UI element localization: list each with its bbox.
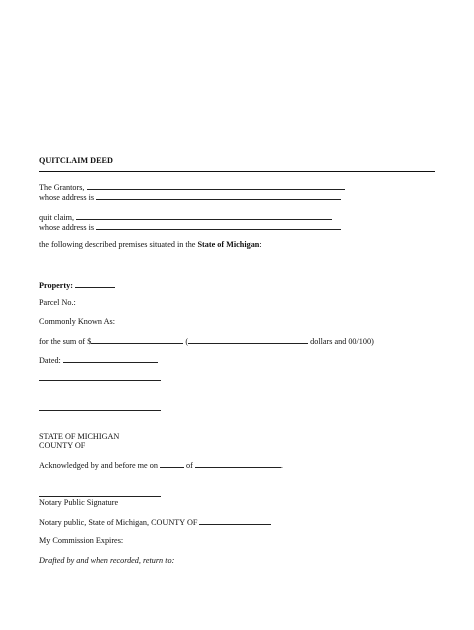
grantor-address-field[interactable] — [96, 192, 341, 200]
dated-label: Dated: — [39, 356, 61, 365]
notary-county-field[interactable] — [199, 517, 271, 525]
title-rule — [39, 171, 435, 172]
grantee-field[interactable] — [76, 212, 332, 220]
grantors-label: The Grantors, — [39, 183, 85, 192]
notary-county-row — [39, 517, 271, 528]
notary-signature-line[interactable] — [39, 496, 161, 497]
county-header: COUNTY OF — [39, 441, 86, 450]
acknowledged-date-field[interactable] — [160, 460, 184, 468]
commonly-known-label: Commonly Known As: — [39, 317, 115, 326]
state-name: State of Michigan — [197, 240, 260, 249]
dated-row — [39, 355, 158, 366]
acknowledged-name-field[interactable] — [195, 460, 281, 468]
grantor-address-label: whose address is — [39, 193, 95, 202]
property-row — [39, 280, 115, 291]
notary-county-label: Notary public, State of Michigan, COUNTY OF — [39, 518, 198, 527]
dated-field[interactable] — [63, 355, 158, 363]
property-field[interactable] — [75, 280, 115, 288]
quit-claim-label: quit claim, — [39, 213, 75, 222]
signature-line-2[interactable] — [39, 410, 161, 411]
acknowledged-of: of — [186, 461, 193, 470]
acknowledged-prefix: Acknowledged by and before me on — [39, 461, 158, 470]
parcel-label: Parcel No.: — [39, 298, 76, 307]
premises-text: the following described premises situated in the — [39, 240, 196, 249]
grantee-address-field[interactable] — [96, 222, 341, 230]
acknowledged-row — [39, 460, 283, 471]
sum-row — [39, 336, 374, 347]
sum-words-field[interactable] — [188, 336, 308, 344]
property-label: Property: — [39, 281, 73, 290]
drafted-label: Drafted by and when recorded, return to: — [39, 556, 175, 565]
premises-line — [39, 240, 262, 250]
grantee-address-label: whose address is — [39, 223, 95, 232]
notary-signature-label: Notary Public Signature — [39, 498, 119, 507]
commission-label: My Commission Expires: — [39, 536, 124, 545]
paren-open: ( — [185, 337, 189, 346]
state-header: STATE OF MICHIGAN — [39, 432, 120, 441]
acknowledged-end: . — [280, 461, 283, 470]
signature-line-1[interactable] — [39, 380, 161, 381]
grantor-address-row — [39, 192, 341, 203]
document-title: QUITCLAIM DEED — [39, 156, 113, 165]
grantors-field[interactable] — [87, 182, 345, 190]
sum-amount-field[interactable] — [91, 336, 183, 344]
sum-label: for the sum of $ — [39, 337, 92, 346]
dollars-text: dollars and 00/100) — [310, 337, 374, 346]
grantee-address-row — [39, 222, 341, 233]
premises-colon: : — [259, 240, 262, 249]
